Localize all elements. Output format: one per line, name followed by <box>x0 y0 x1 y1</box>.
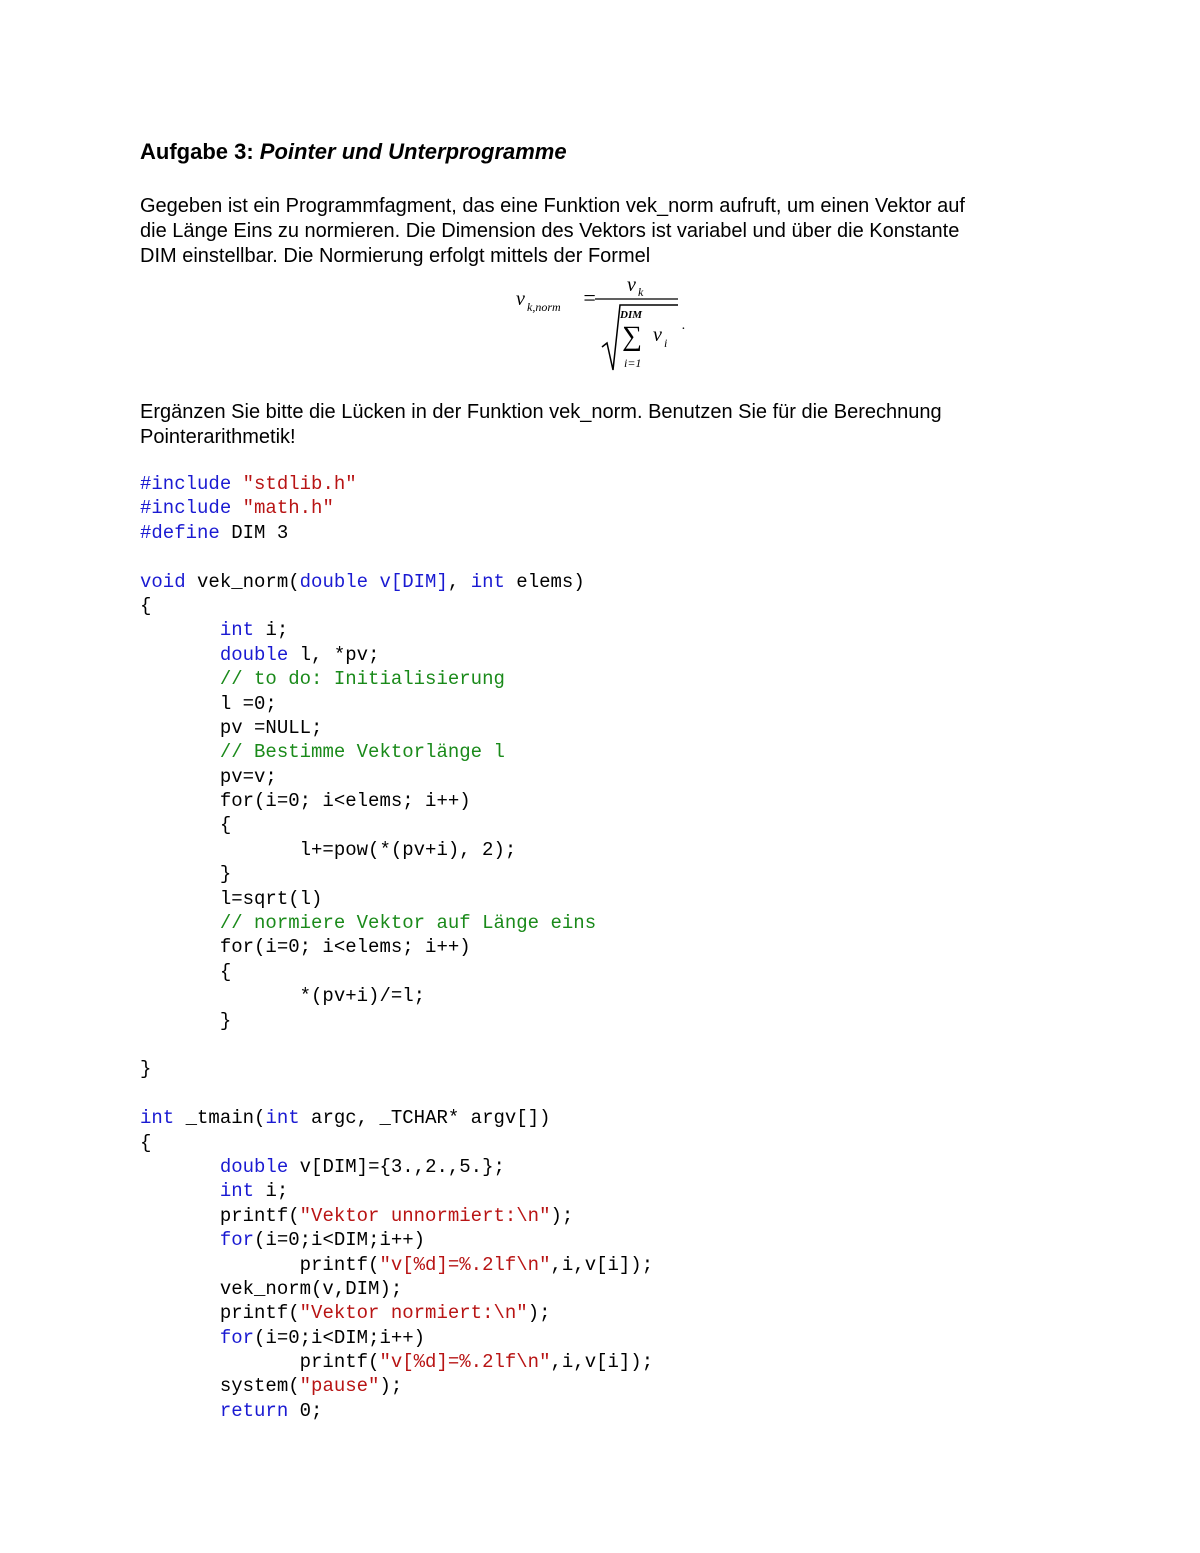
code-line <box>140 1277 653 1301</box>
code-line <box>140 1253 653 1277</box>
code-text: ,i,v[i]); <box>550 1351 654 1374</box>
formula-den-var: v <box>653 324 662 346</box>
code-line <box>140 911 653 935</box>
code-line <box>140 789 653 813</box>
intro-line: Gegeben ist ein Programmfagment, das eine Funktion vek_norm aufruft, um einen Vektor auf <box>140 195 965 217</box>
normalization-formula <box>510 275 710 375</box>
code-line <box>140 496 653 520</box>
code-line <box>140 1179 653 1203</box>
code-string: "v[%d]=%.2lf\n" <box>379 1351 551 1374</box>
code-line <box>140 594 653 618</box>
code-text: printf( <box>140 1351 380 1374</box>
code-string: "pause" <box>299 1375 380 1398</box>
code-line <box>140 1228 653 1252</box>
task-heading-prefix: Aufgabe 3: <box>140 139 260 164</box>
code-line <box>140 960 653 984</box>
code-keyword: void <box>140 570 186 593</box>
code-text: l+=pow(*(pv+i), 2); <box>140 838 517 861</box>
formula-sum-symbol: ∑ <box>622 321 642 352</box>
code-line <box>140 472 653 496</box>
code-line <box>140 667 653 691</box>
code-text: 0; <box>288 1399 323 1422</box>
code-preprocessor: #include <box>140 497 243 520</box>
code-line <box>140 1009 653 1033</box>
code-line <box>140 570 653 594</box>
task-heading-title: Pointer und Unterprogramme <box>259 139 567 164</box>
formula-num-sub: k <box>638 285 644 299</box>
code-preprocessor: #include <box>140 473 243 495</box>
code-text: vek_norm(v,DIM); <box>140 1277 403 1300</box>
instruction-line: Ergänzen Sie bitte die Lücken in der Funktion vek_norm. Benutzen Sie für die Berechnung <box>140 401 942 423</box>
code-text: for(i=0; i<elems; i++) <box>140 936 471 959</box>
code-string: "stdlib.h" <box>242 473 357 495</box>
code-text: ,i,v[i]); <box>550 1253 654 1276</box>
code-text: ); <box>379 1375 403 1398</box>
code-string: "math.h" <box>242 497 334 520</box>
code-line <box>140 1301 653 1325</box>
formula-sum-upper: DIM <box>620 309 643 321</box>
intro-line: DIM einstellbar. Die Normierung erfolgt mittels der Formel <box>140 245 651 267</box>
code-text: pv =NULL; <box>140 716 323 739</box>
code-line <box>140 1374 653 1398</box>
code-text: { <box>140 960 232 983</box>
code-line <box>140 1204 653 1228</box>
code-comment: // Bestimme Vektorlänge l <box>219 741 505 764</box>
code-keyword: int <box>470 570 505 593</box>
formula-num-var: v <box>627 275 636 296</box>
code-line <box>140 740 653 764</box>
code-keyword: int <box>219 619 255 642</box>
code-keyword: double v[DIM] <box>299 570 448 593</box>
code-keyword: int <box>140 1107 175 1130</box>
code-keyword: double <box>219 643 289 666</box>
code-string: "v[%d]=%.2lf\n" <box>379 1253 551 1276</box>
code-text: DIM 3 <box>231 521 289 544</box>
code-comment: // normiere Vektor auf Länge eins <box>219 912 597 935</box>
code-text: ); <box>527 1302 551 1325</box>
formula-lhs-var: v <box>516 288 525 310</box>
code-line <box>140 1082 653 1106</box>
code-text: (i=0;i<DIM;i++) <box>254 1326 426 1349</box>
code-line <box>140 1326 653 1350</box>
code-preprocessor: #define <box>140 521 232 544</box>
code-text: { <box>140 814 232 837</box>
code-line <box>140 862 653 886</box>
code-text <box>140 619 220 641</box>
code-line <box>140 813 653 837</box>
code-line <box>140 545 653 569</box>
code-text: ); <box>550 1204 574 1227</box>
code-text: l =0; <box>140 692 277 715</box>
code-string: "Vektor normiert:\n" <box>299 1302 528 1325</box>
instruction-line: Pointerarithmetik! <box>140 426 296 448</box>
code-text: i; <box>254 1180 289 1203</box>
formula-trailing: . <box>682 318 686 333</box>
code-keyword: return <box>219 1399 289 1422</box>
code-text: } <box>140 863 232 886</box>
code-keyword: int <box>219 1180 255 1203</box>
code-listing <box>140 472 653 1423</box>
code-line <box>140 716 653 740</box>
code-keyword: double <box>219 1155 289 1178</box>
code-line <box>140 618 653 642</box>
code-text: printf( <box>140 1253 380 1276</box>
code-text: , <box>447 570 471 593</box>
code-text: l, *pv; <box>288 643 380 666</box>
code-line <box>140 1399 653 1423</box>
code-text: system( <box>140 1375 300 1398</box>
code-line <box>140 1033 653 1057</box>
code-text: } <box>140 1058 152 1081</box>
code-text <box>140 1156 220 1178</box>
code-line <box>140 643 653 667</box>
code-text: l=sqrt(l) <box>140 887 323 910</box>
code-keyword: int <box>265 1107 300 1130</box>
code-line <box>140 1106 653 1130</box>
code-line <box>140 838 653 862</box>
code-line <box>140 887 653 911</box>
code-line <box>140 1131 653 1155</box>
code-text: for(i=0; i<elems; i++) <box>140 790 471 813</box>
formula-sum-lower: i=1 <box>624 356 642 370</box>
code-line <box>140 1350 653 1374</box>
code-text <box>140 1327 220 1349</box>
code-text: vek_norm( <box>185 570 300 593</box>
code-text: printf( <box>140 1302 300 1325</box>
code-text <box>140 1400 220 1422</box>
code-text: { <box>140 594 152 617</box>
code-line <box>140 765 653 789</box>
code-text: elems) <box>504 570 585 593</box>
code-line <box>140 1155 653 1179</box>
code-text: *(pv+i)/=l; <box>140 985 426 1008</box>
intro-line: die Länge Eins zu normieren. Die Dimension des Vektors ist variabel und über die Konstante <box>140 220 960 242</box>
instruction-paragraph <box>140 400 1060 450</box>
code-text <box>140 668 220 690</box>
formula-lhs-sub: k,norm <box>527 300 561 314</box>
code-line <box>140 935 653 959</box>
code-line <box>140 521 653 545</box>
code-string: "Vektor unnormiert:\n" <box>299 1204 551 1227</box>
code-text: argc, _TCHAR* argv[]) <box>299 1107 551 1130</box>
code-keyword: for <box>219 1326 255 1349</box>
code-text <box>140 912 220 934</box>
formula-equals: = <box>582 285 597 310</box>
code-line <box>140 692 653 716</box>
code-text: { <box>140 1131 152 1154</box>
code-text: pv=v; <box>140 765 277 788</box>
code-comment: // to do: Initialisierung <box>219 668 505 691</box>
code-text: } <box>140 1009 232 1032</box>
code-text: printf( <box>140 1204 300 1227</box>
formula-den-sub: i <box>664 336 668 350</box>
code-line <box>140 984 653 1008</box>
code-text <box>140 644 220 666</box>
code-keyword: for <box>219 1229 255 1252</box>
code-text: v[DIM]={3.,2.,5.}; <box>288 1155 505 1178</box>
code-text: (i=0;i<DIM;i++) <box>254 1229 426 1252</box>
task-heading <box>140 139 567 165</box>
code-line <box>140 1057 653 1081</box>
code-text <box>140 1229 220 1251</box>
formula-svg <box>510 275 710 375</box>
code-text <box>140 1180 220 1202</box>
intro-paragraph <box>140 194 1060 269</box>
code-text: i; <box>254 619 289 642</box>
code-text <box>140 741 220 763</box>
code-text: _tmain( <box>174 1107 266 1130</box>
